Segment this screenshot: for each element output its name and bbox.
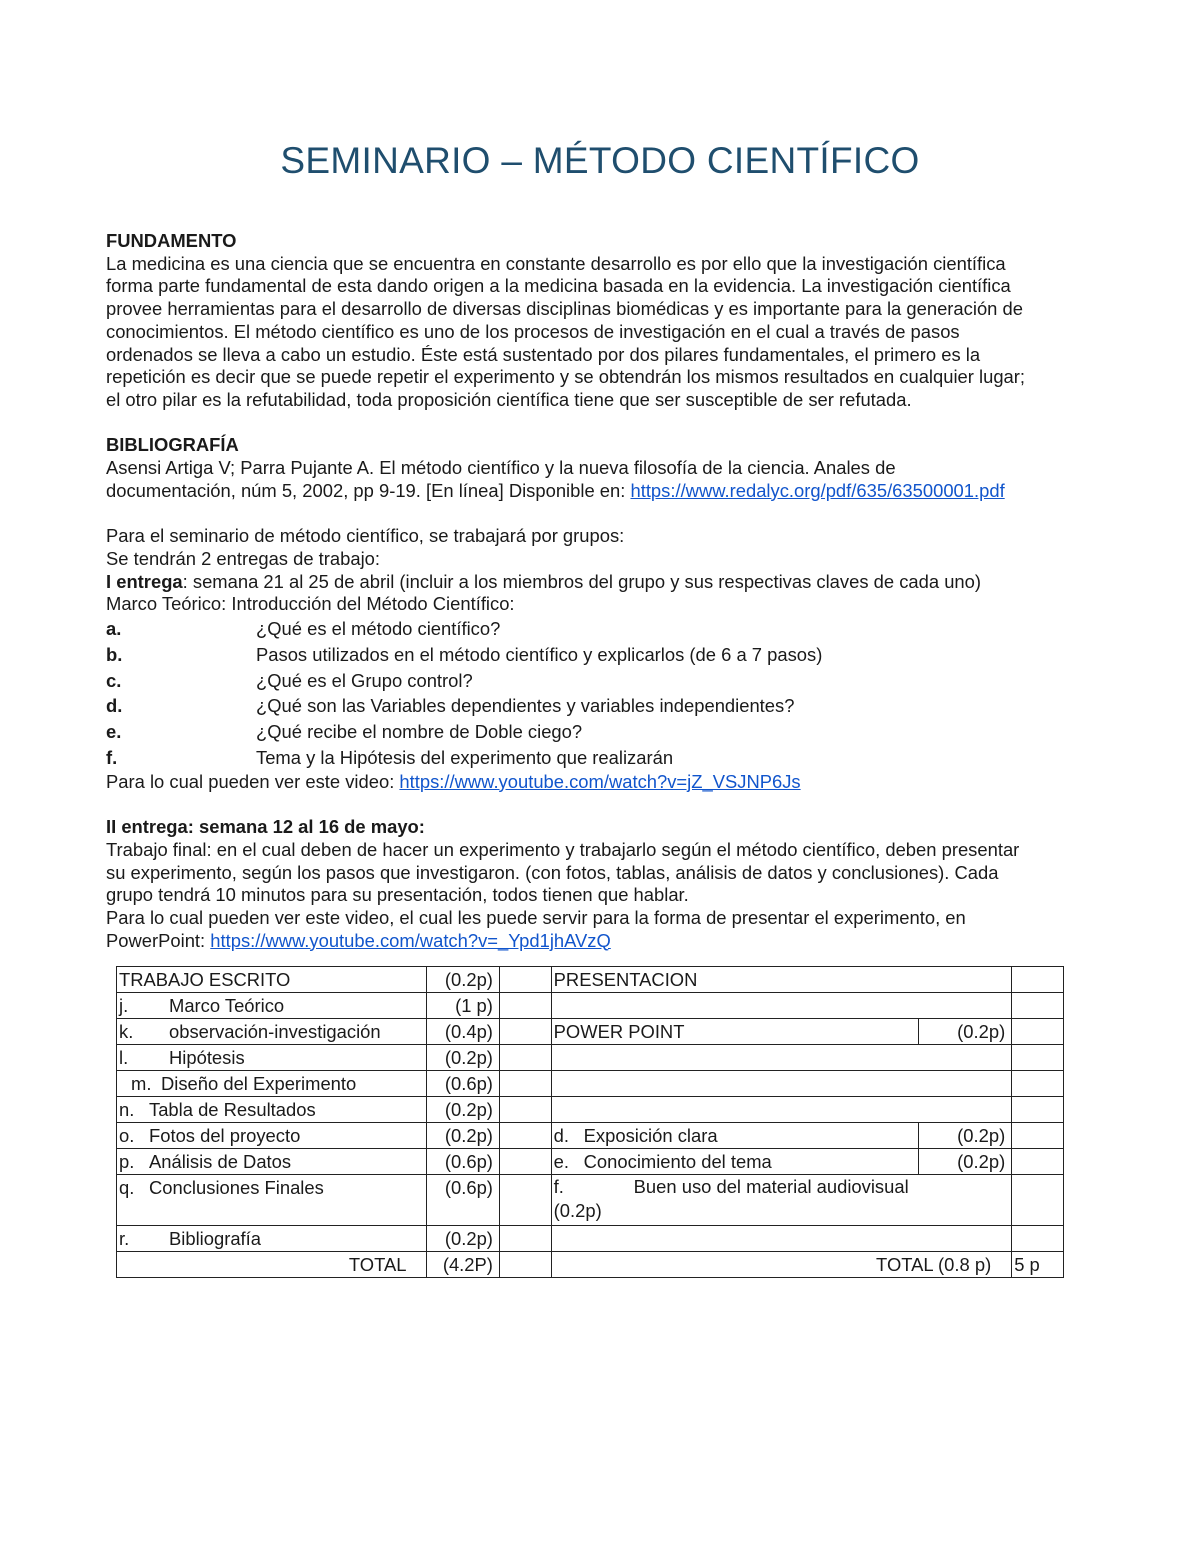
rubric-pts: (0.6p) — [427, 1071, 499, 1097]
fundamento-line: forma parte fundamental de esta dando origen a la medicina basada en la evidencia. La investigación científica — [106, 275, 1011, 297]
entrega2-line: grupo tendrá 10 minutos para su presentación, todos tienen que hablar. — [106, 884, 689, 906]
rubric-grand-total: 5 p — [1012, 1252, 1064, 1278]
video1-text: Para lo cual pueden ver este video: — [106, 770, 400, 792]
list-item — [106, 668, 1096, 694]
rubric-item: n. Tabla de Resultados — [117, 1097, 427, 1123]
entrega2-line: Para lo cual pueden ver este video, el cual les puede servir para la forma de presentar el experimento, en — [106, 906, 966, 928]
rubric-total-right: TOTAL (0.8 p) — [551, 1252, 1012, 1278]
fundamento-heading: FUNDAMENTO — [106, 230, 237, 251]
video1-line — [106, 771, 1096, 794]
entrega2-line: su experimento, según los pasos que investigaron. (con fotos, tablas, análisis de datos y conclusiones). Cada — [106, 861, 999, 883]
list-letter: b. — [106, 643, 123, 665]
rubric-item: d. Exposición clara — [551, 1123, 918, 1149]
fundamento-line: conocimientos. El método científico es uno de los procesos de investigación en el cual a través de pasos — [106, 320, 960, 342]
list-item — [106, 693, 1096, 719]
list-letter: e. — [106, 721, 122, 743]
list-text: Tema y la Hipótesis del experimento que realizarán — [256, 746, 674, 768]
rubric-pts: (0.2p) — [427, 1123, 499, 1149]
table-row — [117, 967, 1064, 993]
table-row — [117, 1045, 1064, 1071]
rubric-pts: (0.6p) — [427, 1175, 499, 1226]
table-row — [117, 1019, 1064, 1045]
table-row — [117, 1175, 1064, 1226]
list-text: ¿Qué son las Variables dependientes y variables independientes? — [256, 695, 795, 717]
fundamento-line: ordenados se lleva a cabo un estudio. Éste está sustentado por dos pilares fundamentales, el primero es la — [106, 343, 981, 365]
rubric-item: r. Bibliografía — [117, 1226, 427, 1252]
bibliografia-text: documentación, núm 5, 2002, pp 9-19. [En línea] Disponible en: — [106, 479, 631, 501]
rubric-item: e. Conocimiento del tema — [551, 1149, 918, 1175]
page-title: SEMINARIO – MÉTODO CIENTÍFICO — [280, 140, 920, 181]
document-body — [106, 230, 1096, 952]
rubric-total-pts: (4.2P) — [427, 1252, 499, 1278]
bibliografia-heading: BIBLIOGRAFÍA — [106, 434, 239, 456]
rubric-item: POWER POINT — [551, 1019, 918, 1045]
fundamento-line: La medicina es una ciencia que se encuentra en constante desarrollo es por ello que la investigación científica — [106, 252, 1006, 274]
bibliografia-line — [106, 480, 1096, 503]
fundamento-line: provee herramientas para el desarrollo de diversas disciplinas biomédicas y es importante para la generación de — [106, 298, 1023, 320]
table-row — [117, 1252, 1064, 1278]
rubric-table — [116, 966, 1064, 1278]
rubric-pts: (0.6p) — [427, 1149, 499, 1175]
rubric-header-right: PRESENTACION — [551, 967, 1012, 993]
table-row — [117, 1071, 1064, 1097]
video2-line — [106, 930, 1096, 953]
table-row — [117, 993, 1064, 1019]
list-letter: a. — [106, 617, 122, 639]
list-item — [106, 719, 1096, 745]
rubric-item: m. Diseño del Experimento — [117, 1071, 427, 1097]
redalyc-link[interactable]: https://www.redalyc.org/pdf/635/63500001.pdf — [630, 479, 1005, 501]
entrega2-line: Trabajo final: en el cual deben de hacer un experimento y trabajarlo según el método científico, deben presentar — [106, 838, 1020, 860]
list-text: ¿Qué es el método científico? — [256, 617, 501, 639]
list-item — [106, 642, 1096, 668]
youtube-link-1[interactable]: https://www.youtube.com/watch?v=jZ_VSJNP6Js — [399, 770, 801, 792]
table-row — [117, 1226, 1064, 1252]
marco-teorico-line: Marco Teórico: Introducción del Método Científico: — [106, 593, 515, 615]
entrega1-line — [106, 571, 1096, 594]
table-row — [117, 1097, 1064, 1123]
fundamento-line: repetición es decir que se puede repetir el experimento y se obtendrán los mismos resultados en cualquier lugar; — [106, 366, 1026, 388]
rubric-item: q. Conclusiones Finales — [117, 1175, 427, 1226]
list-text: ¿Qué recibe el nombre de Doble ciego? — [256, 721, 583, 743]
rubric-item: l. Hipótesis — [117, 1045, 427, 1071]
rubric-pts: (0.2p) — [919, 1149, 1012, 1175]
rubric-item: f. Buen uso del material audiovisual (0.2p) — [551, 1175, 1012, 1226]
rubric-pts: (1 p) — [427, 993, 499, 1019]
video2-text: PowerPoint: — [106, 929, 211, 951]
list-letter: c. — [106, 669, 122, 691]
rubric-item: p. Análisis de Datos — [117, 1149, 427, 1175]
entrega1-text: : semana 21 al 25 de abril (incluir a los miembros del grupo y sus respectivas claves de cada uno) — [182, 570, 982, 592]
rubric-pts: (0.2p) — [919, 1123, 1012, 1149]
rubric-header-left-pts: (0.2p) — [427, 967, 499, 993]
list-letter: d. — [106, 695, 123, 717]
rubric-pts: (0.2p) — [427, 1226, 499, 1252]
list-letter: f. — [106, 746, 118, 768]
seminario-intro: Para el seminario de método científico, se trabajará por grupos: — [106, 525, 625, 547]
entrega2-heading: II entrega: semana 12 al 16 de mayo: — [106, 816, 425, 838]
rubric-item: j. Marco Teórico — [117, 993, 427, 1019]
list-text: ¿Qué es el Grupo control? — [256, 669, 473, 691]
youtube-link-2[interactable]: https://www.youtube.com/watch?v=_Ypd1jhAVzQ — [210, 929, 611, 951]
rubric-pts: (0.4p) — [427, 1019, 499, 1045]
list-item — [106, 745, 1096, 771]
table-row — [117, 1123, 1064, 1149]
rubric-item: o. Fotos del proyecto — [117, 1123, 427, 1149]
fundamento-line: el otro pilar es la refutabilidad, toda proposición científica tiene que ser susceptible de ser refutada. — [106, 388, 912, 410]
entrega1-label: I entrega — [106, 570, 183, 592]
list-text: Pasos utilizados en el método científico y explicarlos (de 6 a 7 pasos) — [256, 643, 823, 665]
seminario-intro: Se tendrán 2 entregas de trabajo: — [106, 547, 381, 569]
rubric-header-left: TRABAJO ESCRITO — [117, 967, 427, 993]
rubric-item: k. observación-investigación — [117, 1019, 427, 1045]
table-row — [117, 1149, 1064, 1175]
list-item — [106, 616, 1096, 642]
rubric-pts: (0.2p) — [427, 1045, 499, 1071]
rubric-pts: (0.2p) — [919, 1019, 1012, 1045]
bibliografia-line: Asensi Artiga V; Parra Pujante A. El método científico y la nueva filosofía de la ciencia. Anales de — [106, 457, 896, 479]
rubric-pts: (0.2p) — [427, 1097, 499, 1123]
rubric-total-label: TOTAL — [117, 1252, 427, 1278]
